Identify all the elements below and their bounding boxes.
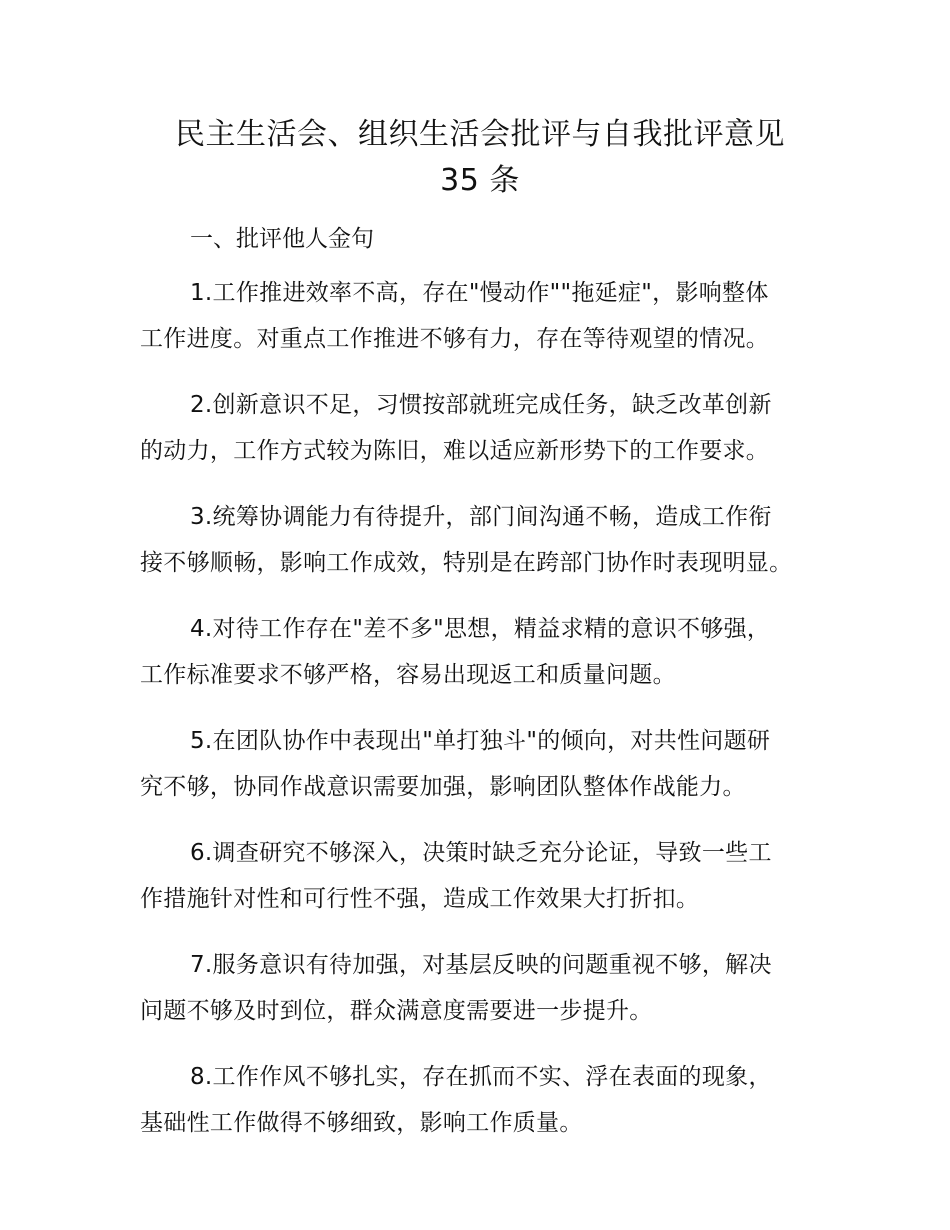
list-item (140, 270, 820, 362)
list-item-line: 究不够，协同作战意识需要加强，影响团队整体作战能力。 (140, 774, 746, 800)
list-item-line: 3.统筹协调能力有待提升，部门间沟通不畅，造成工作衔 (190, 504, 772, 530)
list-item-line: 工作进度。对重点工作推进不够有力，存在等待观望的情况。 (140, 326, 770, 352)
title-line-2: 35 条 (440, 163, 520, 198)
list-item (140, 494, 820, 586)
document-page (140, 112, 820, 1146)
list-item-line: 2.创新意识不足，习惯按部就班完成任务，缺乏改革创新 (190, 392, 772, 418)
list-item-line: 7.服务意识有待加强，对基层反映的问题重视不够，解决 (190, 952, 772, 978)
list-item (140, 718, 820, 810)
list-item-line: 作措施针对性和可行性不强，造成工作效果大打折扣。 (140, 886, 700, 912)
list-item-line: 6.调查研究不够深入，决策时缺乏充分论证，导致一些工 (190, 840, 772, 866)
list-item (140, 942, 820, 1034)
page-title (140, 112, 820, 204)
criticism-list (140, 270, 820, 1146)
list-item-line: 8.工作作风不够扎实，存在抓而不实、浮在表面的现象， (190, 1064, 772, 1090)
list-item-line: 1.工作推进效率不高，存在"慢动作""拖延症"，影响整体 (190, 280, 769, 306)
section-heading: 一、批评他人金句 (190, 226, 374, 252)
list-item-line: 问题不够及时到位，群众满意度需要进一步提升。 (140, 998, 653, 1024)
list-item (140, 830, 820, 922)
list-item (140, 382, 820, 474)
list-item-line: 4.对待工作存在"差不多"思想，精益求精的意识不够强， (190, 616, 771, 642)
list-item-line: 基础性工作做得不够细致，影响工作质量。 (140, 1110, 583, 1136)
title-line-1: 民主生活会、组织生活会批评与自我批评意见 (175, 117, 785, 152)
list-item-line: 5.在团队协作中表现出"单打独斗"的倾向，对共性问题研 (190, 728, 771, 754)
list-item-line: 的动力，工作方式较为陈旧，难以适应新形势下的工作要求。 (140, 438, 770, 464)
list-item (140, 1054, 820, 1146)
list-item-line: 工作标准要求不够严格，容易出现返工和质量问题。 (140, 662, 676, 688)
list-item (140, 606, 820, 698)
list-item-line: 接不够顺畅，影响工作成效，特别是在跨部门协作时表现明显。 (140, 550, 793, 576)
